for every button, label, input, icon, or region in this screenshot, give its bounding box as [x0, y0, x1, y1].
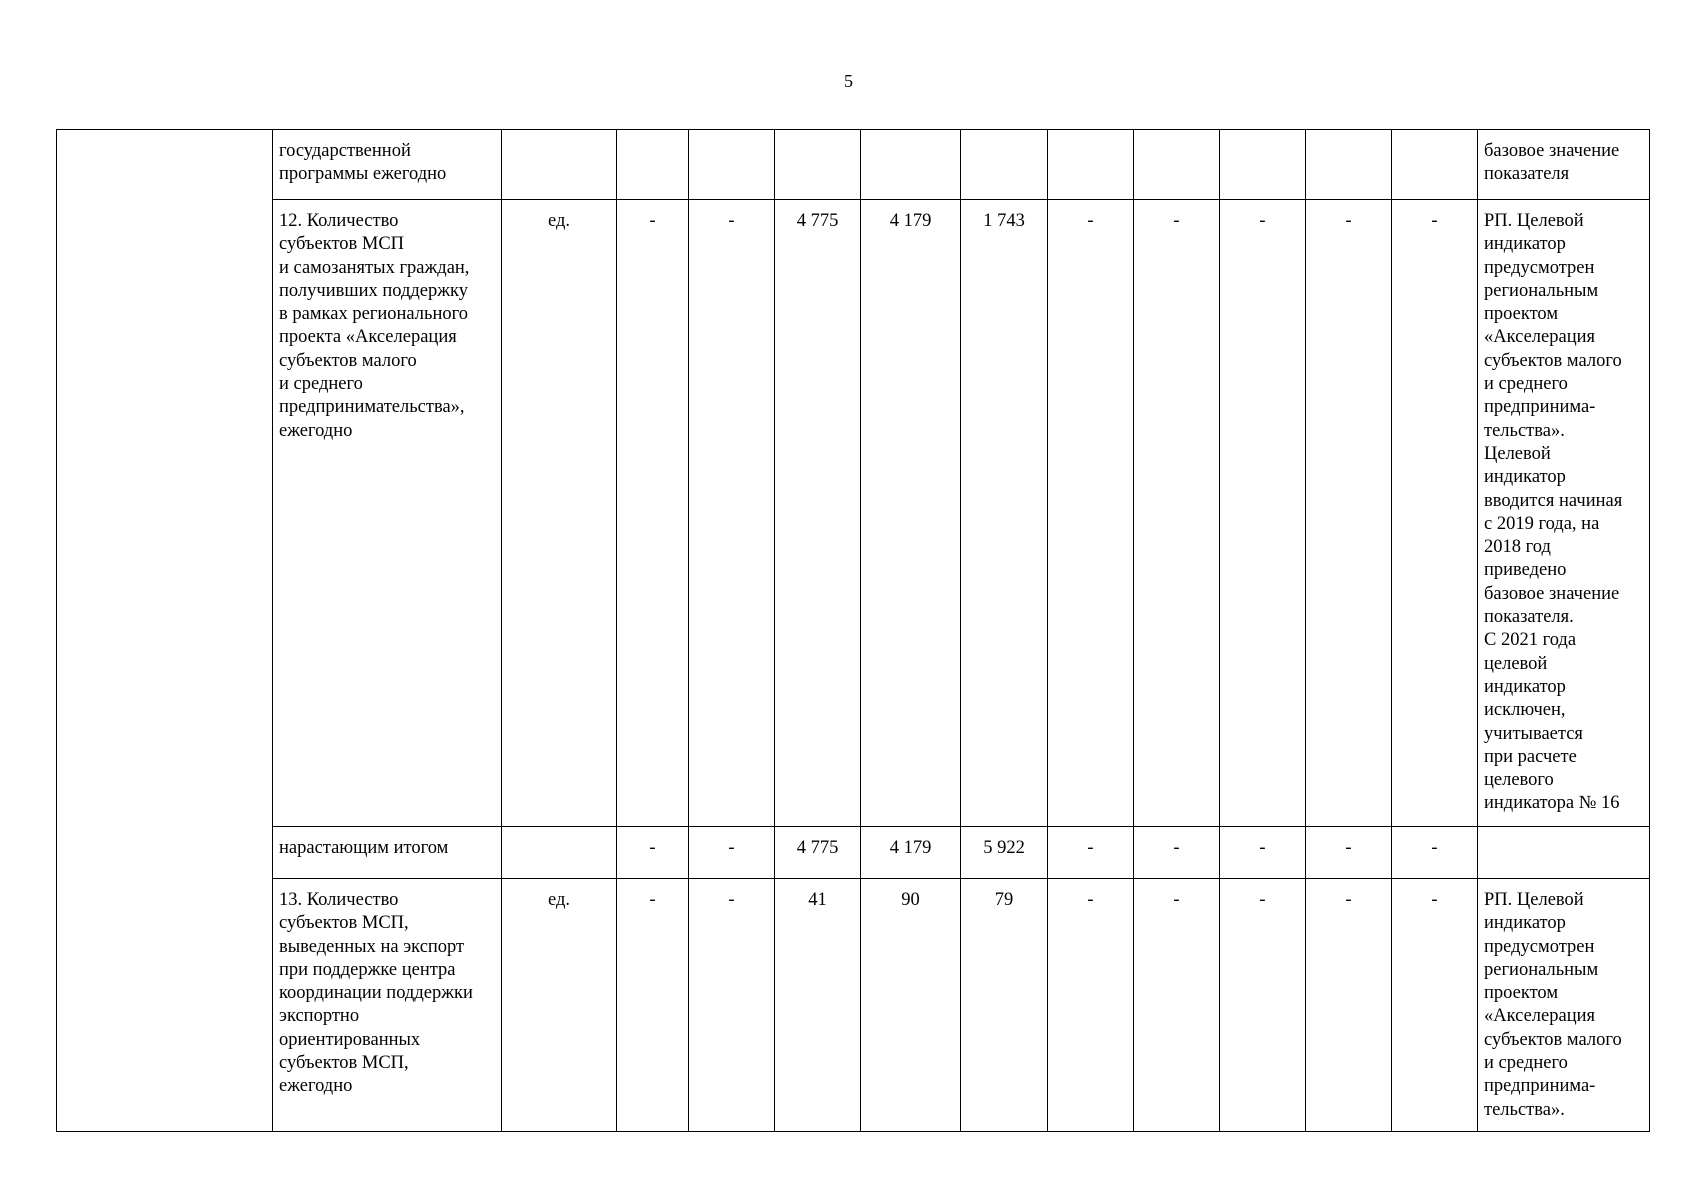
unit-cell — [502, 827, 617, 879]
value-cell — [961, 130, 1048, 200]
text-line: 12. Количество — [279, 211, 399, 231]
text-line: субъектов МСП, — [279, 913, 409, 934]
value-cell: 1 743 — [961, 200, 1048, 827]
value-cell: - — [617, 879, 689, 1132]
text-line: субъектов малого — [279, 350, 417, 371]
unit-cell: ед. — [502, 200, 617, 827]
text-line: региональным — [1484, 959, 1599, 980]
table-row — [57, 827, 1650, 879]
text-line: при поддержке центра — [279, 959, 456, 980]
value-cell: 5 922 — [961, 827, 1048, 879]
text-line: проекта «Акселерация — [279, 327, 457, 348]
text-line: предпринима- — [1484, 397, 1596, 418]
text-line: предпринима- — [1484, 1076, 1596, 1097]
text-line: координации поддержки — [279, 983, 473, 1004]
unit-cell — [502, 130, 617, 200]
text-line: ежегодно — [279, 420, 353, 441]
text-line: и среднего — [1484, 374, 1568, 395]
value-cell — [689, 130, 775, 200]
text-line: приведено — [1484, 560, 1567, 581]
value-cell: 79 — [961, 879, 1048, 1132]
value-cell: - — [617, 200, 689, 827]
value-cell — [775, 130, 861, 200]
text-line: показателя. — [1484, 607, 1574, 628]
text-line: при расчете — [1484, 746, 1577, 767]
text-line: вводится начиная — [1484, 490, 1623, 511]
text-line: индикатор — [1484, 234, 1566, 255]
text-line: государственной — [279, 141, 411, 161]
text-line: 2018 год — [1484, 537, 1551, 558]
text-line: исключен, — [1484, 700, 1566, 721]
text-line: программы ежегодно — [279, 164, 447, 185]
table-row — [57, 879, 1650, 1132]
indicators-table — [56, 129, 1650, 1132]
text-line: С 2021 года — [1484, 630, 1577, 651]
text-line: тельства». — [1484, 420, 1565, 441]
value-cell: - — [1392, 827, 1478, 879]
text-line: показателя — [1484, 164, 1570, 185]
value-cell: - — [1306, 827, 1392, 879]
value-cell: - — [1392, 879, 1478, 1132]
text-line: индикатор — [1484, 913, 1566, 934]
indicator-cell — [273, 827, 502, 879]
text-line: субъектов МСП, — [279, 1053, 409, 1074]
value-cell — [617, 130, 689, 200]
value-cell: - — [1220, 200, 1306, 827]
text-line: РП. Целевой — [1484, 211, 1584, 231]
value-cell: - — [1048, 200, 1134, 827]
value-cell: - — [1048, 827, 1134, 879]
text-line: Целевой — [1484, 443, 1551, 464]
value-cell: - — [1306, 200, 1392, 827]
value-cell: - — [1134, 879, 1220, 1132]
table-row — [57, 130, 1650, 200]
text-line: и среднего — [279, 374, 363, 395]
note-cell — [1478, 130, 1650, 200]
merged-first-column-cell — [57, 130, 273, 1132]
value-cell: 4 179 — [861, 200, 961, 827]
text-line: региональным — [1484, 280, 1599, 301]
note-cell — [1478, 879, 1650, 1132]
value-cell: - — [1048, 879, 1134, 1132]
value-cell — [1220, 130, 1306, 200]
text-line: получивших поддержку — [279, 280, 469, 301]
indicator-cell — [273, 130, 502, 200]
value-cell: - — [689, 200, 775, 827]
text-line: субъектов малого — [1484, 350, 1622, 371]
text-line: индикатор — [1484, 467, 1566, 488]
text-line: предусмотрен — [1484, 257, 1595, 278]
text-line: выведенных на экспорт — [279, 936, 465, 957]
text-line: целевого — [1484, 770, 1554, 791]
text-line: экспортно — [279, 1006, 360, 1027]
text-line: «Акселерация — [1484, 1006, 1595, 1027]
value-cell: - — [1220, 879, 1306, 1132]
text-line: ежегодно — [279, 1076, 353, 1097]
text-line: ориентированных — [279, 1029, 421, 1050]
value-cell: - — [1392, 200, 1478, 827]
text-line: индикатора № 16 — [1484, 793, 1620, 814]
indicator-cell — [273, 200, 502, 827]
value-cell: - — [617, 827, 689, 879]
value-cell — [1048, 130, 1134, 200]
unit-cell: ед. — [502, 879, 617, 1132]
value-cell: 90 — [861, 879, 961, 1132]
value-cell: 4 775 — [775, 200, 861, 827]
value-cell: - — [1134, 200, 1220, 827]
text-line: индикатор — [1484, 676, 1566, 697]
text-line: учитывается — [1484, 723, 1583, 744]
value-cell: - — [1134, 827, 1220, 879]
table-row — [57, 200, 1650, 827]
value-cell: - — [1306, 879, 1392, 1132]
text-line: РП. Целевой — [1484, 890, 1584, 910]
text-line: базовое значение — [1484, 583, 1620, 604]
value-cell — [1392, 130, 1478, 200]
value-cell — [861, 130, 961, 200]
text-line: субъектов малого — [1484, 1029, 1622, 1050]
note-cell — [1478, 827, 1650, 879]
indicator-cell — [273, 879, 502, 1132]
text-line: предусмотрен — [1484, 936, 1595, 957]
text-line: и среднего — [1484, 1053, 1568, 1074]
text-line: субъектов МСП — [279, 234, 405, 255]
text-line: целевой — [1484, 653, 1548, 674]
text-line: 13. Количество — [279, 890, 399, 910]
text-line: и самозанятых граждан, — [279, 257, 470, 278]
text-line: в рамках регионального — [279, 304, 468, 325]
value-cell: 4 179 — [861, 827, 961, 879]
text-line: нарастающим итогом — [279, 838, 449, 858]
value-cell — [1306, 130, 1392, 200]
text-line: предпринимательства», — [279, 397, 465, 418]
text-line: с 2019 года, на — [1484, 513, 1600, 534]
value-cell: - — [689, 879, 775, 1132]
page-number: 5 — [844, 71, 853, 91]
value-cell — [1134, 130, 1220, 200]
text-line: «Акселерация — [1484, 327, 1595, 348]
value-cell: 4 775 — [775, 827, 861, 879]
value-cell: 41 — [775, 879, 861, 1132]
value-cell: - — [1220, 827, 1306, 879]
text-line: тельства». — [1484, 1099, 1565, 1120]
text-line: проектом — [1484, 304, 1559, 325]
text-line: базовое значение — [1484, 141, 1620, 161]
value-cell: - — [689, 827, 775, 879]
text-line: проектом — [1484, 983, 1559, 1004]
note-cell — [1478, 200, 1650, 827]
